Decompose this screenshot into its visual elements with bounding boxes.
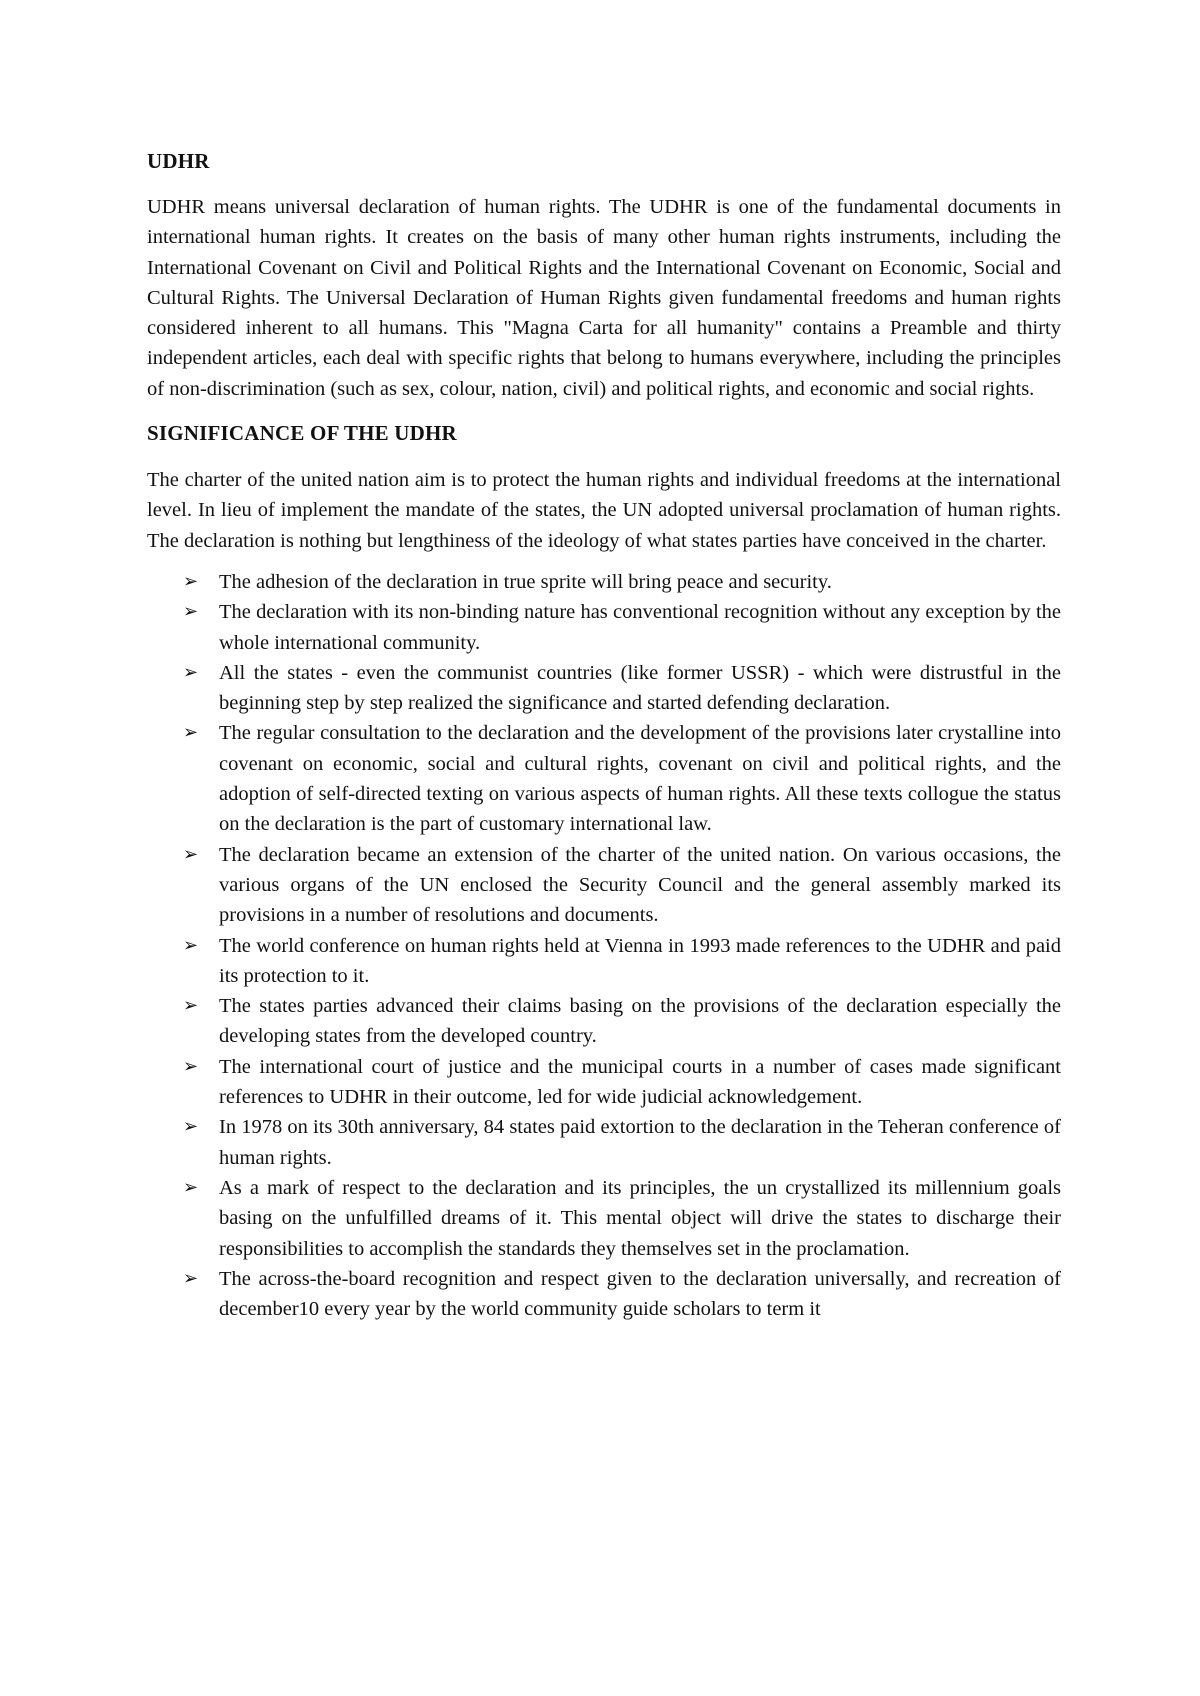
bullet-text: The international court of justice and the municipal courts in a number of cases made significant references to UDHR in their outcome, led for wide judicial acknowledgement. <box>219 1055 1061 1109</box>
bullet-item <box>147 1112 1061 1173</box>
arrowhead-bullet-icon: ➢ <box>183 661 199 683</box>
section-heading-udhr: UDHR <box>147 149 210 173</box>
bullet-item <box>147 1173 1061 1264</box>
arrowhead-bullet-icon: ➢ <box>183 934 199 956</box>
arrowhead-bullet-icon: ➢ <box>183 1055 199 1077</box>
arrowhead-bullet-icon: ➢ <box>183 601 199 623</box>
arrowhead-bullet-icon: ➢ <box>183 995 199 1017</box>
bullet-item <box>147 718 1061 839</box>
significance-bullet-list <box>147 567 1061 1324</box>
arrowhead-bullet-icon: ➢ <box>183 1267 199 1289</box>
arrowhead-bullet-icon: ➢ <box>183 570 199 592</box>
bullet-text: The declaration became an extension of the charter of the united nation. On various occasions, the various organs of the UN enclosed the Security Council and the general assembly marked its provisions in a number of resolutions and documents. <box>219 843 1061 927</box>
bullet-text: In 1978 on its 30th anniversary, 84 states paid extortion to the declaration in the Teheran conference of human rights. <box>219 1116 1061 1169</box>
bullet-item <box>147 597 1061 658</box>
arrowhead-bullet-icon: ➢ <box>183 1176 199 1198</box>
bullet-item <box>147 658 1061 719</box>
bullet-text: The states parties advanced their claims basing on the provisions of the declaration especially the developing states from the developed country. <box>219 995 1061 1048</box>
arrowhead-bullet-icon: ➢ <box>183 722 199 744</box>
bullet-text: The declaration with its non-binding nature has conventional recognition without any exception by the whole international community. <box>219 601 1061 654</box>
bullet-text: All the states - even the communist countries (like former USSR) - which were distrustful in the beginning step by step realized the significance and started defending declaration. <box>219 661 1061 715</box>
arrowhead-bullet-icon: ➢ <box>183 843 199 865</box>
significance-paragraph: The charter of the united nation aim is to protect the human rights and individual freedoms at the international level. In lieu of implement the mandate of the states, the UN adopted universal proclamation of human rights. The declaration is nothing but lengthiness of the ideology of what states parties have conceived in the charter. <box>147 469 1061 552</box>
bullet-item <box>147 1264 1061 1325</box>
bullet-text: The across-the-board recognition and respect given to the declaration universally, and recreation of december10 every year by the world community guide scholars to term it <box>219 1267 1061 1321</box>
arrowhead-bullet-icon: ➢ <box>183 1116 199 1138</box>
bullet-text: The world conference on human rights held at Vienna in 1993 made references to the UDHR and paid its protection to it. <box>219 934 1061 987</box>
bullet-item <box>147 991 1061 1052</box>
bullet-item <box>147 567 1061 597</box>
bullet-text: As a mark of respect to the declaration and its principles, the un crystallized its millennium goals basing on the unfulfilled dreams of it. This mental object will drive the states to discharge their responsibilities to accomplish the standards they themselves set in the proclamation. <box>219 1176 1061 1260</box>
document-page <box>147 0 1061 1324</box>
bullet-text: The adhesion of the declaration in true sprite will bring peace and security. <box>219 570 832 593</box>
intro-paragraph: UDHR means universal declaration of human rights. The UDHR is one of the fundamental documents in international human rights. It creates on the basis of many other human rights instruments, including the International Covenant on Civil and Political Rights and the International Covenant on Economic, Social and Cultural Rights. The Universal Declaration of Human Rights given fundamental freedoms and human rights considered inherent to all humans. This "Magna Carta for all humanity" contains a Preamble and thirty independent articles, each deal with specific rights that belong to humans everywhere, including the principles of non-discrimination (such as sex, colour, nation, civil) and political rights, and economic and social rights. <box>147 196 1061 400</box>
section-heading-significance: SIGNIFICANCE OF THE UDHR <box>147 421 457 446</box>
bullet-item <box>147 931 1061 992</box>
bullet-item <box>147 840 1061 931</box>
bullet-item <box>147 1052 1061 1113</box>
bullet-text: The regular consultation to the declaration and the development of the provisions later crystalline into covenant on economic, social and cultural rights, covenant on civil and political rights, and the adoption of self-directed texting on various aspects of human rights. All these texts collogue the status on the declaration is the part of customary international law. <box>219 722 1061 836</box>
